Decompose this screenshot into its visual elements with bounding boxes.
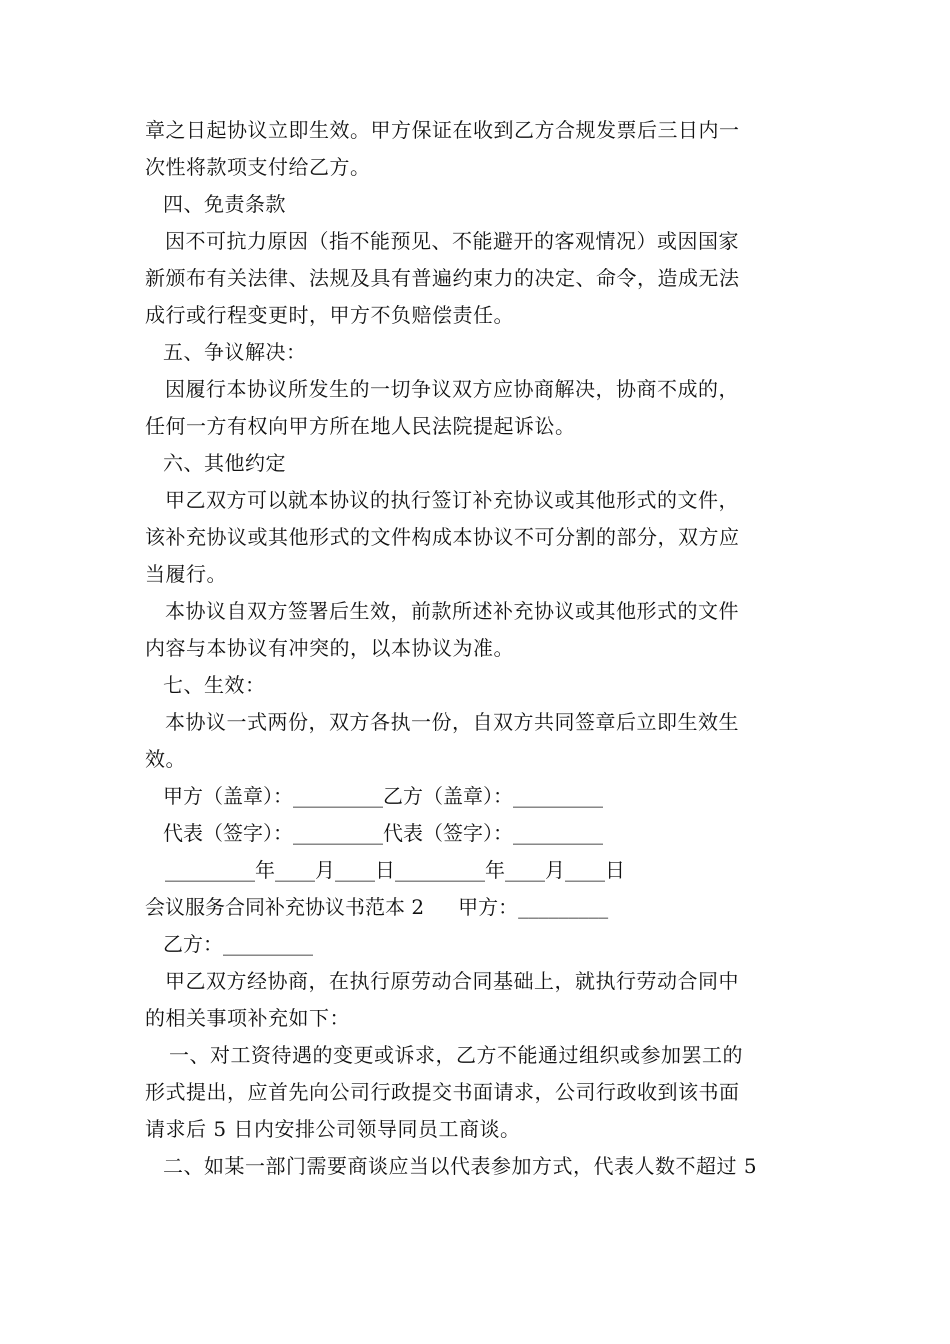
representative-sign-line: 代表（签字）：_________代表（签字）：_________: [163, 821, 603, 845]
text-line: 因不可抗力原因（指不能预见、不能避开的客观情况）或因国家: [165, 229, 739, 253]
section-heading-exemption: 四、免责条款: [163, 192, 286, 216]
paragraph-item-1: [145, 1037, 810, 1148]
text-line: 当履行。: [145, 562, 227, 586]
text-line: 形式提出，应首先向公司行政提交书面请求，公司行政收到该书面: [145, 1080, 740, 1104]
text-line: 效。: [145, 747, 186, 771]
text-line: 成行或行程变更时，甲方不负赔偿责任。: [145, 303, 514, 327]
text-line: 甲乙双方可以就本协议的执行签订补充协议或其他形式的文件，: [165, 488, 739, 512]
document-page: [145, 112, 810, 1185]
text-line: 二、如某一部门需要商谈应当以代表参加方式，代表人数不超过 5: [163, 1154, 758, 1178]
paragraph-exemption: [145, 223, 810, 334]
seal-line: 甲方（盖章）：_________乙方（盖章）：_________: [163, 784, 603, 808]
paragraph-precedence: [145, 593, 810, 667]
paragraph-dispute: [145, 371, 810, 445]
section-heading-other: 六、其他约定: [163, 451, 286, 475]
text-line: 请求后 5 日内安排公司领导同员工商谈。: [145, 1117, 521, 1141]
text-line: 本协议一式两份，双方各执一份，自双方共同签章后立即生效生: [165, 710, 739, 734]
text-line: 任何一方有权向甲方所在地人民法院提起诉讼。: [145, 414, 576, 438]
paragraph-intro: [145, 963, 810, 1037]
second-document-title-line: [145, 889, 810, 926]
text-line: 一、对工资待遇的变更或诉求，乙方不能通过组织或参加罢工的: [169, 1043, 743, 1067]
text-line: 因履行本协议所发生的一切争议双方应协商解决，协商不成的，: [165, 377, 739, 401]
party-a-field: 甲方：_________: [458, 895, 609, 919]
text-line: 章之日起协议立即生效。甲方保证在收到乙方合规发票后三日内一: [145, 118, 740, 142]
paragraph-effect-payment: [145, 112, 810, 186]
section-heading-effect: 七、生效：: [163, 673, 266, 697]
text-line: 该补充协议或其他形式的文件构成本协议不可分割的部分，双方应: [145, 525, 740, 549]
section-heading-dispute: 五、争议解决：: [163, 340, 307, 364]
party-b-field: 乙方：_________: [163, 932, 313, 956]
text-line: 的相关事项补充如下：: [145, 1006, 350, 1030]
text-line: 次性将款项支付给乙方。: [145, 155, 371, 179]
text-line: 内容与本协议有冲突的，以本协议为准。: [145, 636, 514, 660]
date-line: _________年____月____日_________年____月____日: [165, 858, 625, 882]
text-line: 本协议自双方签署后生效，前款所述补充协议或其他形式的文件: [165, 599, 739, 623]
text-line: 新颁布有关法律、法规及具有普遍约束力的决定、命令，造成无法: [145, 266, 740, 290]
paragraph-item-2: [145, 1148, 810, 1185]
second-document-title: 会议服务合同补充协议书范本 2: [145, 895, 425, 919]
paragraph-copies: [145, 704, 810, 778]
paragraph-supplement: [145, 482, 810, 593]
text-line: 甲乙双方经协商，在执行原劳动合同基础上，就执行劳动合同中: [165, 969, 739, 993]
